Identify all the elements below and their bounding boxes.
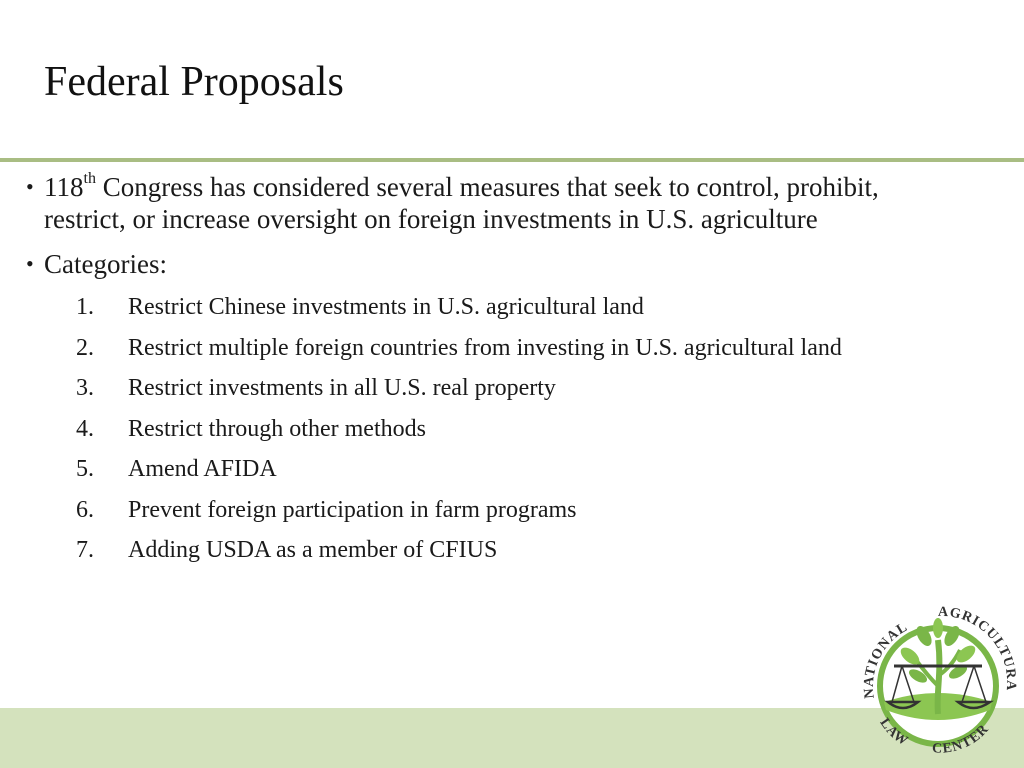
bullet-congress-number: 118 [44, 172, 84, 202]
category-item [26, 413, 906, 454]
category-text: Restrict Chinese investments in U.S. agricultural land [128, 294, 644, 320]
logo-text-agricultural: AGRICULTURA [937, 606, 1018, 692]
category-text: Restrict investments in all U.S. real property [128, 375, 556, 401]
category-text: Amend AFIDA [128, 456, 277, 482]
bullet-congress-text: Congress has considered several measures that seek to control, prohibit, restrict, or increase oversight on foreign investments in U.S. agriculture [44, 172, 879, 234]
category-text: Restrict multiple foreign countries from investing in U.S. agricultural land [128, 334, 842, 361]
category-text: Restrict through other methods [128, 415, 426, 442]
slide-content [26, 171, 906, 575]
category-number: 7. [76, 537, 94, 563]
logo-text-law: LAW [876, 715, 911, 750]
bullet-dot-icon: • [26, 174, 34, 199]
category-item [26, 494, 906, 535]
category-item [26, 534, 906, 575]
category-item [26, 332, 906, 373]
category-number: 3. [76, 375, 94, 401]
logo-text-national: NATIONAL [861, 619, 911, 700]
category-text: Adding USDA as a member of CFIUS [128, 537, 498, 563]
category-list [26, 291, 906, 575]
bullet-categories [26, 248, 906, 280]
category-text: Prevent foreign participation in farm programs [128, 496, 577, 523]
category-item [26, 453, 906, 494]
category-number: 2. [76, 334, 94, 361]
category-number: 5. [76, 456, 94, 482]
bullet-congress [26, 171, 906, 235]
bullet-categories-label: Categories: [44, 249, 167, 279]
title-divider [0, 158, 1024, 162]
category-number: 6. [76, 496, 94, 523]
slide-title: Federal Proposals [44, 59, 344, 105]
bullet-congress-ordinal: th [83, 170, 96, 187]
logo-text-center: CENTER [931, 721, 993, 757]
category-item [26, 291, 906, 332]
logo-graphic [858, 606, 1018, 758]
category-number: 1. [76, 294, 94, 320]
national-agricultural-law-center-logo [858, 606, 1018, 758]
category-item [26, 372, 906, 413]
bullet-dot-icon: • [26, 251, 34, 276]
category-number: 4. [76, 415, 94, 442]
